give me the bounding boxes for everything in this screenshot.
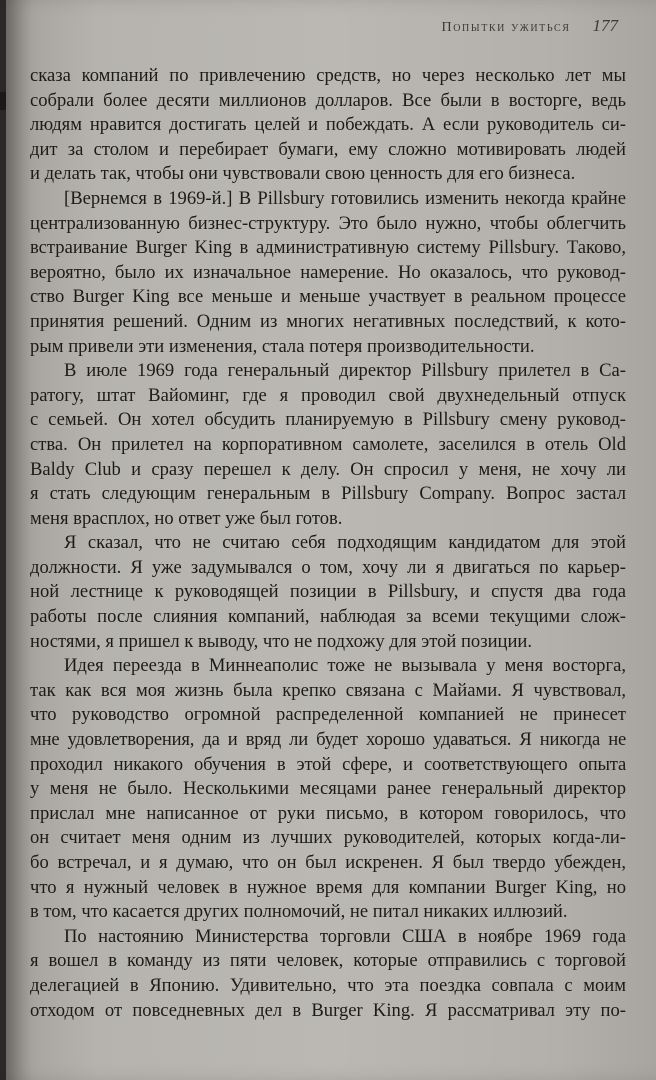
text-line: принятия решений. Одним из многих негативных последствий, к кото- [30, 310, 626, 332]
text-line: что руководство огромной распределенной компанией не принесет [30, 704, 626, 726]
text-line: собрали более десяти миллионов долларов. Все были в восторге, ведь [30, 89, 626, 111]
text-line: сказа компаний по привлечению средств, но через несколько лет мы [30, 65, 626, 86]
page-header [442, 16, 618, 36]
text-line: прислал мне написанное от руки письмо, в котором говорилось, что [30, 802, 626, 824]
text-line: ратогу, штат Вайоминг, где я проводил свой двухнедельный отпуск [30, 384, 626, 406]
text-line: у меня не было. Несколькими месяцами ранее генеральный директор [30, 778, 626, 800]
running-title: Попытки ужиться [441, 20, 571, 35]
text-line: Baldy Club и сразу перешел к делу. Он спросил у меня, не хочу ли [30, 458, 626, 480]
text-line: бо встречал, и я думаю, что он был искренен. Я был твердо убежден, [30, 852, 626, 873]
text-line: работы после слияния компаний, наблюдая за всеми текущими слож- [30, 606, 626, 628]
text-line: ностями, я пришел к выводу, что не подхожу для этой позиции. [30, 630, 533, 652]
text-line: ства. Он прилетел на корпоративном самолете, заселился в отель Old [30, 433, 626, 455]
text-line: так как вся моя жизнь была крепко связана с Майами. Я чувствовал, [30, 679, 626, 701]
text-line: я вошел в команду из пяти человек, которые отправились с торговой [30, 950, 626, 972]
page-number: 177 [592, 16, 618, 35]
text-line: Идея переезда в Миннеаполис тоже не вызывала у меня восторга, [64, 655, 626, 677]
text-line: и делать так, чтобы они чувствовали свою ценность для его бизнеса. [30, 163, 576, 185]
text-line: вероятно, было их изначальное намерение. Но оказалось, что руковод- [30, 261, 626, 283]
text-line: отходом от повседневных дел в Burger King. Я рассматривал эту по- [30, 999, 626, 1021]
text-line: в том, что касается других полномочий, не питал никаких иллюзий. [30, 901, 568, 923]
text-line: ство Burger King все меньше и меньше участвует в реальном процессе [30, 286, 626, 308]
text-line: меня врасплох, но ответ уже был готов. [30, 507, 343, 529]
text-line: он считает меня одним из лучших руководителей, которых когда-ли- [30, 827, 626, 849]
text-line: с семьей. Он хотел обсудить планируемую в Pillsbury смену руковод- [30, 409, 626, 431]
text-line: мне удовлетворения, да и вряд ли будет хорошо удаваться. Я никогда не [30, 729, 626, 751]
body-text [30, 64, 626, 1023]
text-line: встраивание Burger King в административную систему Pillsbury. Таково, [30, 237, 626, 259]
text-line: В июле 1969 года генеральный директор Pillsbury прилетел в Са- [64, 360, 626, 382]
text-line: дит за столом и перебирает бумаги, ему сложно мотивировать людей [30, 138, 626, 160]
book-page [6, 0, 656, 1080]
text-line: рым привели эти изменения, стала потеря производительности. [30, 335, 535, 357]
text-line: ной лестнице к руководящей позиции в Pillsbury, и спустя два года [30, 581, 626, 603]
text-line: По настоянию Министерства торговли США в ноябре 1969 года [64, 925, 626, 947]
text-line: централизованную бизнес-структуру. Это было нужно, чтобы облегчить [30, 212, 626, 234]
text-line: проходил никакого обучения в этой сфере, и соответствующего опыта [30, 753, 626, 775]
text-line: людям нравится достигать целей и побеждать. А если руководитель си- [30, 114, 626, 136]
text-line: я стать следующим генеральным в Pillsbury Company. Вопрос застал [30, 483, 626, 505]
text-line: что я нужный человек в нужное время для компании Burger King, но [30, 876, 626, 898]
text-line: Я сказал, что не считаю себя подходящим кандидатом для этой [64, 532, 626, 554]
text-line: должности. Я уже задумывался о том, хочу ли я двигаться по карьер- [30, 556, 626, 578]
text-line: [Вернемся в 1969-й.] В Pillsbury готовились изменить некогда крайне [64, 187, 626, 209]
text-line: делегацией в Японию. Удивительно, что эта поездка совпала с моим [30, 974, 626, 996]
